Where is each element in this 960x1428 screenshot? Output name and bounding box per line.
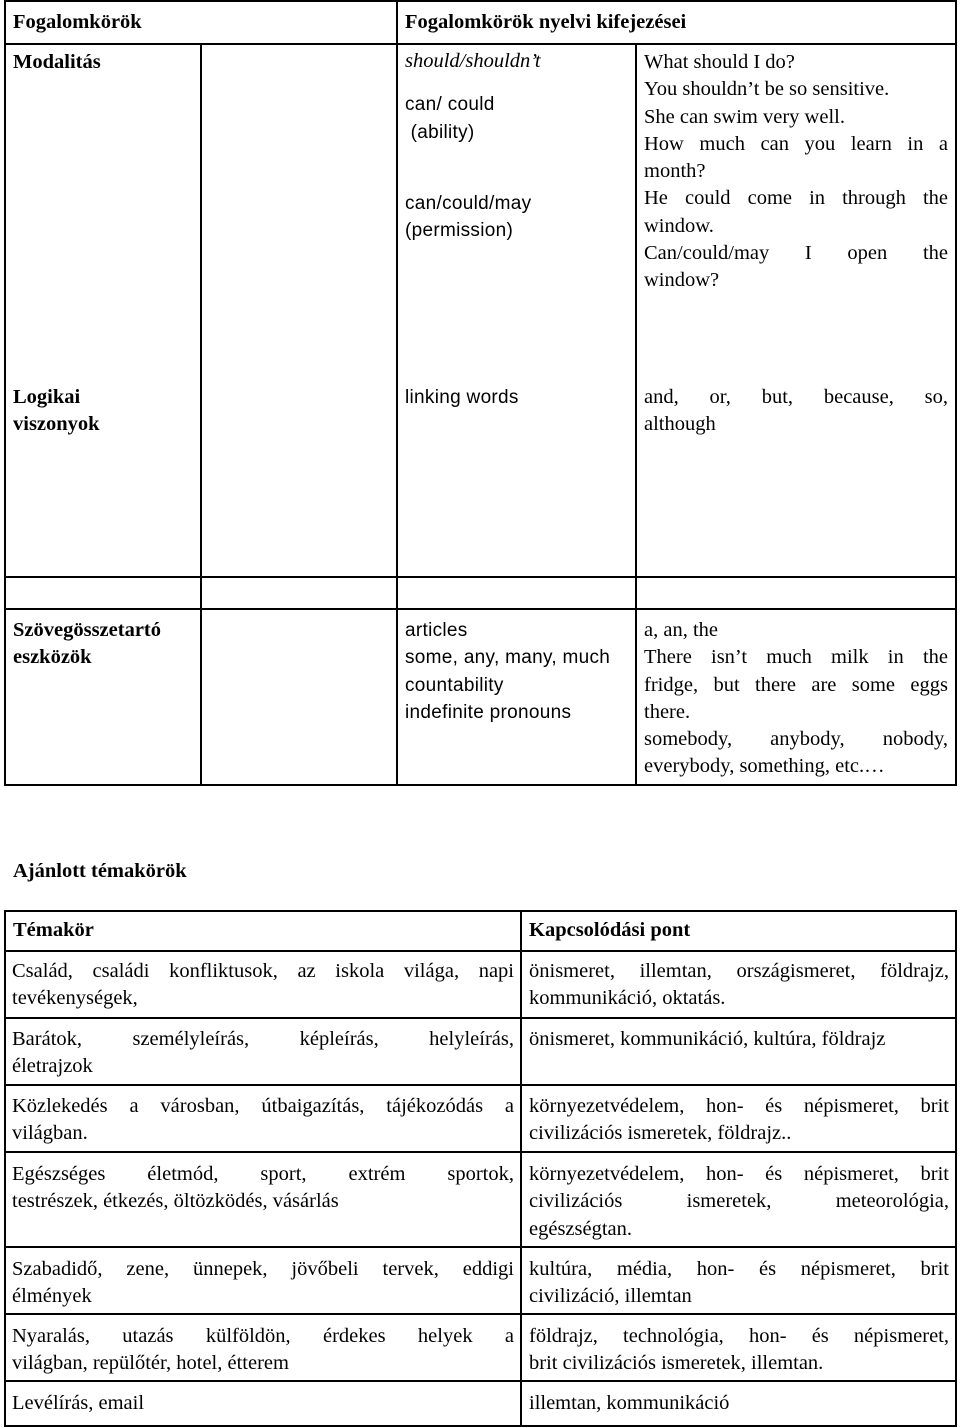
connection-line: önismeret, illemtan, országismeret, földrajz, bbox=[529, 960, 949, 982]
connection-cell bbox=[529, 1256, 949, 1311]
example-line: fridge, but there are some eggs bbox=[644, 673, 948, 696]
table-border-bottom bbox=[4, 1425, 957, 1427]
topic-line: tevékenységek, bbox=[12, 987, 138, 1010]
header-topic: Témakör bbox=[13, 919, 94, 941]
example-line: everybody, something, etc.… bbox=[644, 755, 885, 778]
topic-line: életrajzok bbox=[12, 1055, 93, 1078]
topic-cell bbox=[12, 1256, 514, 1311]
table-border-right bbox=[955, 0, 957, 786]
connection-line: civilizációs ismeretek, földrajz.. bbox=[529, 1122, 792, 1145]
table-column-divider bbox=[635, 43, 637, 786]
form-permission: can/could/may bbox=[405, 192, 532, 214]
topic-line: testrészek, étkezés, öltözködés, vásárlás bbox=[12, 1190, 339, 1213]
topic-cell bbox=[12, 1026, 514, 1081]
header-connection: Kapcsolódási pont bbox=[529, 919, 691, 941]
connection-line: brit civilizációs ismeretek, illemtan. bbox=[529, 1352, 824, 1375]
topic-cell bbox=[12, 1390, 514, 1417]
modality-forms bbox=[405, 48, 630, 244]
example-line: There isn’t much milk in the bbox=[644, 646, 948, 669]
example-line: a, an, the bbox=[644, 619, 718, 641]
category-modality: Modalitás bbox=[13, 51, 101, 73]
topic-line: világban. bbox=[12, 1122, 88, 1145]
example-line: How much can you learn in a bbox=[644, 132, 948, 155]
form-line: some, any, many, much bbox=[405, 647, 611, 669]
category-logical-line: viszonyok bbox=[13, 413, 100, 436]
form-line: countability bbox=[405, 674, 504, 696]
connection-cell bbox=[529, 1026, 949, 1053]
category-cohesive-line: Szövegösszetartó bbox=[13, 619, 162, 641]
table-border-top bbox=[4, 0, 957, 2]
table-column-divider bbox=[200, 43, 202, 786]
table-row-divider bbox=[4, 1313, 957, 1315]
connection-line: civilizációs ismeretek, meteorológia, bbox=[529, 1190, 949, 1213]
header-expressions: Fogalomkörök nyelvi kifejezései bbox=[405, 11, 687, 33]
table-header-divider bbox=[4, 43, 957, 45]
connection-line: földrajz, technológia, hon- és népismeret, bbox=[529, 1325, 949, 1347]
topic-line: Egészséges életmód, sport, extrém sportok, bbox=[12, 1163, 514, 1185]
connection-line: illemtan, kommunikáció bbox=[529, 1392, 730, 1414]
cohesive-examples bbox=[644, 617, 948, 781]
topic-line: Levélírás, email bbox=[12, 1392, 145, 1414]
form-line: indefinite pronouns bbox=[405, 701, 572, 723]
example-line: window. bbox=[644, 214, 714, 237]
form-permission-note: (permission) bbox=[405, 220, 514, 242]
connection-line: kultúra, média, hon- és népismeret, brit bbox=[529, 1258, 949, 1280]
topic-line: Barátok, személyleírás, képleírás, helyleírás, bbox=[12, 1028, 514, 1050]
example-line: although bbox=[644, 413, 716, 436]
form-should: should/shouldn’t bbox=[405, 50, 541, 72]
form-ability-note: (ability) bbox=[405, 121, 475, 143]
topic-line: élmények bbox=[12, 1285, 92, 1308]
topic-cell bbox=[12, 1161, 514, 1216]
category-cohesive-line: eszközök bbox=[13, 646, 92, 669]
table-border-left bbox=[4, 0, 6, 786]
form-line: articles bbox=[405, 620, 468, 641]
connection-cell bbox=[529, 958, 949, 1013]
example-line: month? bbox=[644, 160, 706, 183]
example-line: there. bbox=[644, 700, 691, 723]
example-line: What should I do? bbox=[644, 51, 795, 73]
connection-line: környezetvédelem, hon- és népismeret, brit bbox=[529, 1163, 949, 1185]
example-line: He could come in through the bbox=[644, 187, 948, 210]
topic-line: Szabadidő, zene, ünnepek, jövőbeli tervek, eddigi bbox=[12, 1258, 514, 1280]
form-can-ability: can/ could bbox=[405, 94, 495, 116]
header-concepts: Fogalomkörök bbox=[13, 11, 142, 33]
table-row-divider bbox=[4, 576, 957, 578]
topic-line: Nyaralás, utazás külföldön, érdekes helyek a bbox=[12, 1325, 514, 1347]
topic-cell bbox=[12, 1093, 514, 1148]
connection-line: kommunikáció, oktatás. bbox=[529, 987, 726, 1010]
example-line: Can/could/may I open the bbox=[644, 242, 948, 265]
topic-line: világban, repülőtér, hotel, étterem bbox=[12, 1352, 289, 1375]
table-row-divider bbox=[4, 1246, 957, 1248]
connection-line: önismeret, kommunikáció, kultúra, földrajz bbox=[529, 1028, 886, 1050]
connection-line: egészségtan. bbox=[529, 1217, 633, 1240]
connection-line: környezetvédelem, hon- és népismeret, brit bbox=[529, 1095, 949, 1117]
connection-cell bbox=[529, 1093, 949, 1148]
connection-cell bbox=[529, 1161, 949, 1243]
cohesive-forms bbox=[405, 617, 610, 726]
example-line: You shouldn’t be so sensitive. bbox=[644, 78, 890, 101]
table-row-divider bbox=[4, 1380, 957, 1382]
table-column-divider bbox=[396, 0, 398, 786]
table-header-divider bbox=[4, 950, 957, 952]
modality-examples bbox=[644, 49, 948, 295]
topic-line: Család, családi konfliktusok, az iskola világa, napi bbox=[12, 960, 514, 982]
table-row-divider bbox=[4, 1151, 957, 1153]
table-row-divider bbox=[4, 1084, 957, 1086]
topic-cell bbox=[12, 1323, 514, 1378]
category-logical-line: Logikai bbox=[13, 386, 81, 408]
logical-examples bbox=[644, 384, 948, 439]
table-row-divider bbox=[4, 1017, 957, 1019]
example-line: window? bbox=[644, 269, 720, 292]
connection-line: civilizáció, illemtan bbox=[529, 1285, 692, 1308]
form-linking-words: linking words bbox=[405, 387, 519, 408]
table-border-left bbox=[4, 910, 6, 1427]
category-cohesive bbox=[13, 617, 161, 672]
category-logical bbox=[13, 384, 100, 439]
table-border-top bbox=[4, 910, 957, 912]
table-border-right bbox=[955, 910, 957, 1427]
example-line: somebody, anybody, nobody, bbox=[644, 728, 948, 751]
table-column-divider bbox=[520, 910, 522, 1427]
connection-cell bbox=[529, 1323, 949, 1378]
table-border-bottom bbox=[4, 784, 957, 786]
topic-line: Közlekedés a városban, útbaigazítás, tájékozódás a bbox=[12, 1095, 514, 1117]
section-heading: Ajánlott témakörök bbox=[13, 860, 187, 882]
example-line: and, or, but, because, so, bbox=[644, 386, 948, 408]
table-row-divider bbox=[4, 608, 957, 610]
topic-cell bbox=[12, 958, 514, 1013]
example-line: She can swim very well. bbox=[644, 105, 845, 128]
connection-cell bbox=[529, 1390, 949, 1417]
